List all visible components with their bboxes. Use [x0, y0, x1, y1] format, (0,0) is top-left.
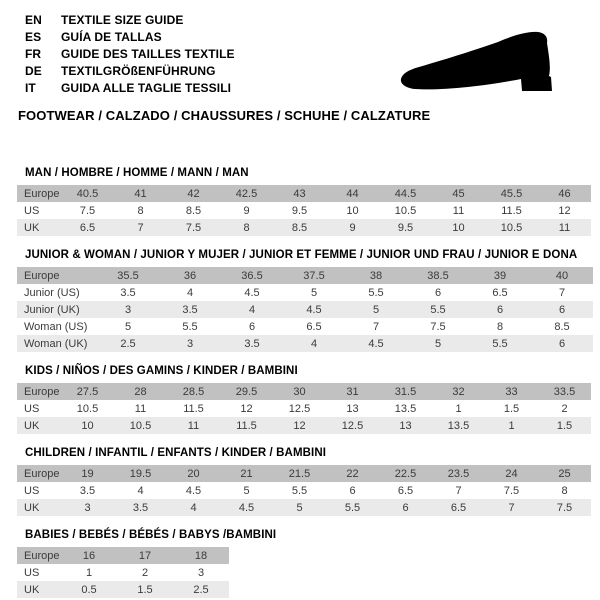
table-row [17, 335, 593, 352]
size-value: 6.5 [450, 501, 467, 514]
size-value: 10.5 [500, 221, 523, 234]
size-value: 16 [82, 549, 96, 562]
language-row-en [25, 12, 600, 29]
size-value: 3 [197, 566, 205, 579]
table-row [17, 318, 593, 335]
size-value: 4 [190, 501, 197, 514]
table-row [17, 301, 593, 318]
table-row [17, 564, 229, 581]
row-label: US [24, 402, 40, 415]
size-value: 33.5 [553, 385, 576, 398]
size-value: 2 [561, 402, 568, 415]
size-table-section [0, 365, 600, 434]
table-row [17, 465, 591, 482]
size-value: 9 [243, 204, 250, 217]
size-value: 41 [134, 187, 147, 200]
size-value: 7 [508, 501, 515, 514]
table-row [17, 267, 593, 284]
size-value: 13.5 [447, 419, 470, 432]
row-label: Europe [24, 385, 60, 398]
size-value: 5.5 [182, 320, 198, 333]
table-row [17, 185, 591, 202]
size-value: 1 [455, 402, 462, 415]
size-value: 6.5 [79, 221, 96, 234]
table-row [17, 400, 591, 417]
section-title: BABIES / BEBÉS / BÉBÉS / BABYS /BAMBINI [25, 529, 277, 541]
size-value: 11 [134, 402, 147, 415]
size-value: 4 [248, 303, 256, 316]
size-table [17, 465, 591, 516]
size-value: 45.5 [500, 187, 523, 200]
size-value: 9.5 [397, 221, 414, 234]
row-label: Europe [24, 467, 60, 480]
size-value: 4 [310, 337, 318, 350]
size-value: 22.5 [394, 467, 417, 480]
size-value: 31 [346, 385, 359, 398]
size-value: 12.5 [341, 419, 364, 432]
size-value: 30 [293, 385, 306, 398]
row-label: Junior (US) [24, 286, 80, 299]
table-row [17, 219, 591, 236]
size-value: 6 [434, 286, 442, 299]
size-value: 28 [134, 385, 147, 398]
size-table [17, 267, 593, 352]
size-value: 21 [240, 467, 253, 480]
size-value: 19 [81, 467, 94, 480]
size-value: 36 [183, 269, 197, 282]
size-value: 37.5 [303, 269, 325, 282]
row-label: UK [24, 501, 40, 514]
section-title: JUNIOR & WOMAN / JUNIOR Y MUJER / JUNIOR ET FEMME / JUNIOR UND FRAU / JUNIOR E DONA [25, 249, 578, 261]
size-value: 3 [84, 501, 91, 514]
size-value: 10 [452, 221, 465, 234]
size-value: 7 [455, 484, 462, 497]
size-value: 7 [137, 221, 144, 234]
size-value: 11 [558, 221, 571, 234]
row-label: Junior (UK) [24, 303, 80, 316]
language-title: TEXTILGRÖßENFÜHRUNG [61, 64, 216, 78]
language-code: ES [25, 30, 42, 44]
language-title: GUIDA ALLE TAGLIE TESSILI [61, 81, 232, 95]
table-row [17, 547, 229, 564]
size-value: 1.5 [503, 402, 520, 415]
size-value: 12.5 [288, 402, 311, 415]
size-table [17, 547, 229, 598]
size-value: 8 [137, 204, 144, 217]
size-value: 8 [561, 484, 568, 497]
size-value: 17 [138, 549, 152, 562]
row-label: Woman (US) [24, 320, 88, 333]
size-value: 7.5 [556, 501, 573, 514]
size-value: 5 [296, 501, 303, 514]
size-value: 10.5 [76, 402, 99, 415]
size-value: 18 [194, 549, 208, 562]
size-value: 39 [493, 269, 507, 282]
section-title: CHILDREN / INFANTIL / ENFANTS / KINDER / BAMBINI [25, 447, 327, 459]
row-label: US [24, 204, 40, 217]
size-value: 6 [558, 303, 566, 316]
size-value: 5 [434, 337, 442, 350]
row-label: Europe [24, 187, 60, 200]
size-value: 43 [293, 187, 306, 200]
language-code: DE [25, 64, 42, 78]
size-value: 2 [141, 566, 149, 579]
size-value: 8 [496, 320, 504, 333]
size-value: 4 [137, 484, 144, 497]
size-value: 6.5 [397, 484, 414, 497]
size-value: 1.5 [556, 419, 573, 432]
size-value: 6 [496, 303, 504, 316]
size-value: 20 [187, 467, 200, 480]
size-value: 13 [399, 419, 412, 432]
size-value: 22 [346, 467, 359, 480]
size-value: 6.5 [306, 320, 322, 333]
size-value: 19.5 [129, 467, 152, 480]
size-value: 25 [558, 467, 571, 480]
size-value: 42 [187, 187, 200, 200]
size-value: 35.5 [117, 269, 139, 282]
size-value: 5.5 [492, 337, 508, 350]
size-value: 0.5 [81, 583, 97, 596]
size-value: 36.5 [241, 269, 263, 282]
row-label: Europe [24, 269, 60, 282]
size-value: 40.5 [76, 187, 99, 200]
language-title: GUIDE DES TAILLES TEXTILE [61, 47, 235, 61]
size-value: 10 [81, 419, 94, 432]
size-value: 2.5 [193, 583, 209, 596]
size-value: 38 [369, 269, 383, 282]
size-value: 6 [248, 320, 256, 333]
size-value: 7 [558, 286, 566, 299]
size-value: 5.5 [291, 484, 308, 497]
size-value: 9.5 [291, 204, 308, 217]
table-row [17, 482, 591, 499]
size-value: 5 [124, 320, 132, 333]
size-value: 12 [293, 419, 306, 432]
size-value: 6.5 [492, 286, 508, 299]
size-value: 4 [186, 286, 194, 299]
language-code: IT [25, 81, 36, 95]
size-value: 3.5 [132, 501, 149, 514]
size-value: 46 [558, 187, 571, 200]
size-value: 1 [508, 419, 515, 432]
size-value: 7.5 [79, 204, 96, 217]
size-value: 6 [558, 337, 566, 350]
table-row [17, 499, 591, 516]
size-value: 4.5 [185, 484, 202, 497]
size-value: 31.5 [394, 385, 417, 398]
row-label: US [24, 484, 40, 497]
size-value: 5.5 [430, 303, 446, 316]
size-value: 28.5 [182, 385, 205, 398]
size-value: 5 [372, 303, 380, 316]
size-value: 3 [124, 303, 132, 316]
size-table [17, 383, 591, 434]
size-value: 23.5 [447, 467, 470, 480]
size-value: 5.5 [368, 286, 384, 299]
size-value: 8.5 [554, 320, 570, 333]
row-label: Europe [24, 549, 60, 562]
size-value: 21.5 [288, 467, 311, 480]
size-value: 9 [349, 221, 356, 234]
size-value: 32 [452, 385, 465, 398]
size-value: 7.5 [503, 484, 520, 497]
size-value: 1 [85, 566, 93, 579]
size-table [17, 185, 591, 236]
size-value: 6 [402, 501, 409, 514]
size-value: 11.5 [183, 402, 204, 415]
section-title: MAN / HOMBRE / HOMME / MANN / MAN [25, 167, 249, 179]
size-value: 40 [555, 269, 569, 282]
size-value: 4.5 [306, 303, 322, 316]
size-value: 5 [310, 286, 318, 299]
shoe-icon [395, 30, 575, 100]
size-value: 7.5 [430, 320, 446, 333]
row-label: US [24, 566, 40, 579]
row-label: Woman (UK) [24, 337, 88, 350]
table-row [17, 284, 593, 301]
size-tables [0, 167, 600, 598]
row-label: UK [24, 419, 40, 432]
size-table-section [0, 447, 600, 516]
size-value: 7.5 [185, 221, 202, 234]
size-value: 11.5 [236, 419, 257, 432]
size-table-section [0, 167, 600, 236]
size-value: 8.5 [291, 221, 308, 234]
size-value: 42.5 [235, 187, 258, 200]
size-value: 5.5 [344, 501, 361, 514]
table-row [17, 417, 591, 434]
size-value: 3.5 [244, 337, 260, 350]
size-value: 44 [346, 187, 359, 200]
size-value: 8 [243, 221, 250, 234]
language-code: FR [25, 47, 42, 61]
size-value: 2.5 [120, 337, 136, 350]
size-value: 13 [346, 402, 359, 415]
size-value: 45 [452, 187, 465, 200]
size-value: 27.5 [76, 385, 99, 398]
size-value: 10.5 [129, 419, 152, 432]
size-value: 11 [452, 204, 465, 217]
size-value: 4.5 [368, 337, 384, 350]
row-label: UK [24, 221, 40, 234]
row-label: UK [24, 583, 40, 596]
size-value: 3.5 [79, 484, 96, 497]
size-value: 3.5 [120, 286, 136, 299]
size-table-section [0, 249, 600, 352]
size-value: 33 [505, 385, 518, 398]
size-value: 8.5 [185, 204, 202, 217]
size-value: 7 [372, 320, 380, 333]
section-title: KIDS / NIÑOS / DES GAMINS / KINDER / BAMBINI [25, 365, 298, 377]
size-value: 13.5 [394, 402, 417, 415]
size-value: 3 [186, 337, 194, 350]
size-value: 11.5 [501, 204, 522, 217]
size-value: 10 [346, 204, 359, 217]
size-value: 44.5 [394, 187, 417, 200]
size-value: 11 [187, 419, 200, 432]
size-value: 4.5 [238, 501, 255, 514]
table-row [17, 202, 591, 219]
table-row [17, 383, 591, 400]
size-value: 1.5 [137, 583, 153, 596]
size-value: 38.5 [427, 269, 449, 282]
language-code: EN [25, 13, 42, 27]
size-value: 24 [505, 467, 518, 480]
size-table-section [0, 529, 600, 598]
language-title: TEXTILE SIZE GUIDE [61, 13, 184, 27]
size-value: 4.5 [244, 286, 260, 299]
size-value: 10.5 [394, 204, 417, 217]
size-value: 3.5 [182, 303, 198, 316]
table-row [17, 581, 229, 598]
size-value: 12 [558, 204, 571, 217]
language-title: GUÍA DE TALLAS [61, 30, 162, 44]
size-value: 29.5 [235, 385, 258, 398]
size-value: 12 [240, 402, 253, 415]
size-value: 5 [243, 484, 250, 497]
category-heading: FOOTWEAR / CALZADO / CHAUSSURES / SCHUHE / CALZATURE [18, 108, 431, 123]
size-value: 6 [349, 484, 356, 497]
